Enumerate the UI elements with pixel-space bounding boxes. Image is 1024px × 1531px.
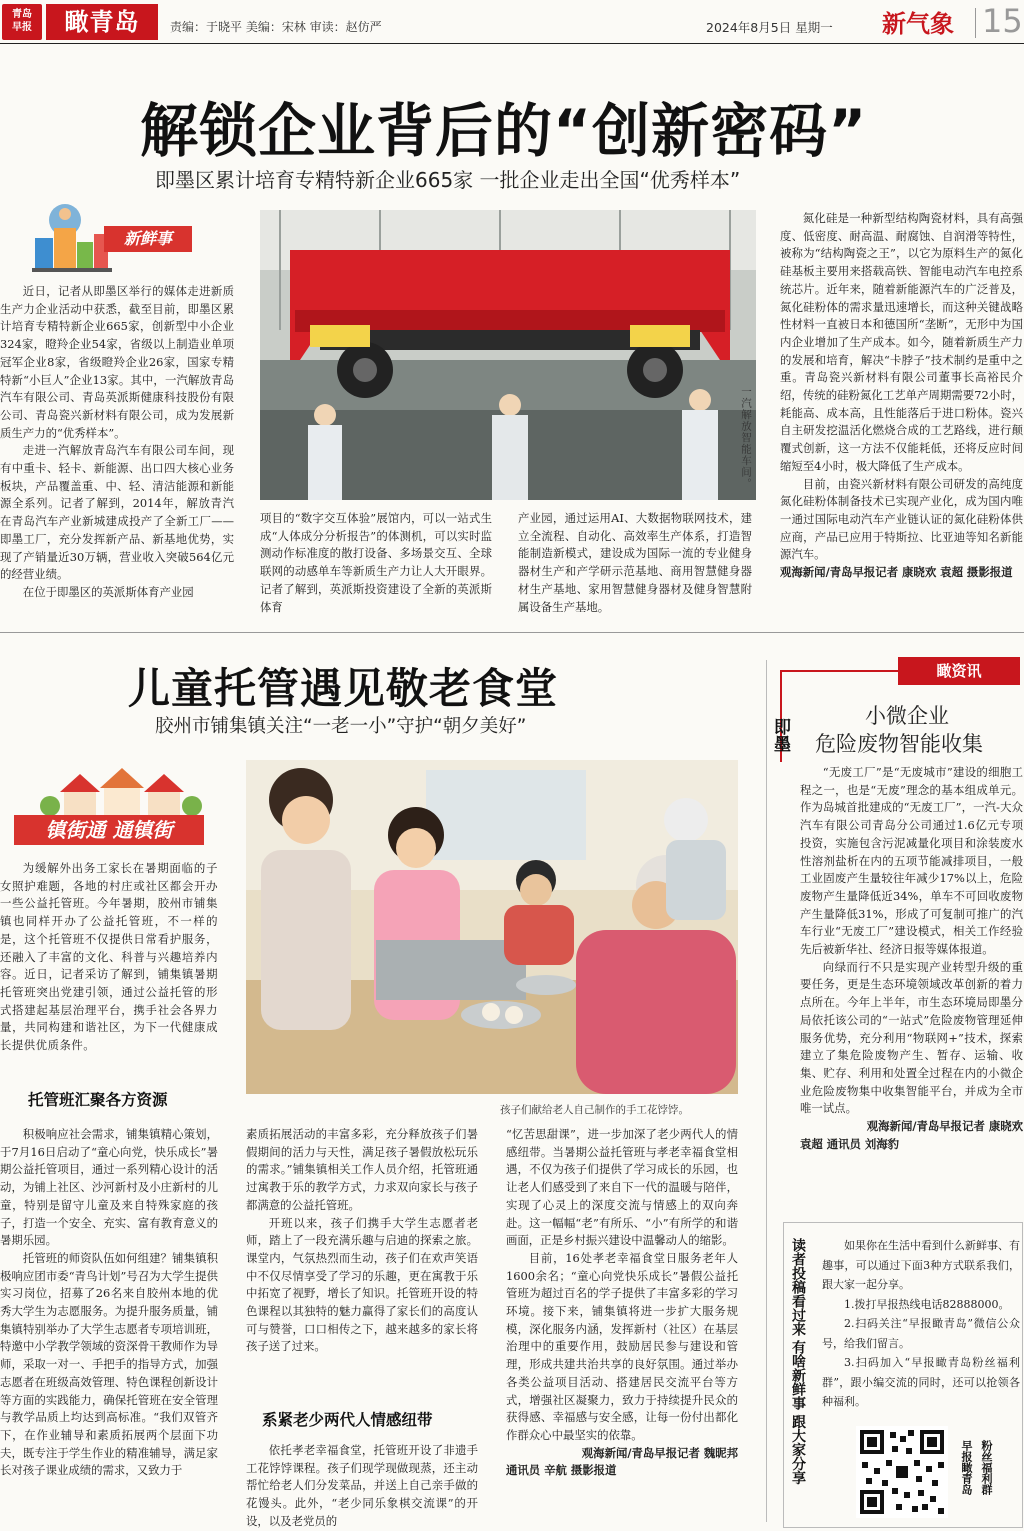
reader-box-label-a: 读者投稿看过来	[790, 1238, 806, 1336]
story2-intro: 为缓解外出务工家长在暑期面临的子女照护难题，各地的村庄或社区都会开办一些公益托管班。今年暑期，胶州市铺集镇也同样开办了公益托管班，不一样的是，这个托管班不仅提供日常看护服务，还融入了丰富的文化、科普与兴趣培养内容。近日，记者采访了解到，铺集镇暑期托管班突出党建引领，通过公益托管的形式搭建起基层治理平台，携手社会各界力量，共同构建和谐社区，为下一代健康成长提供优质条件。	[0, 861, 218, 1053]
story2-column-3: “忆苦思甜课”，进一步加深了老少两代人的情感纽带。当暑期公益托管班与孝老幸福食堂相遇，不仅为孩子们提供了学习成长的乐园，也让老人们感受到了来自下一代的温暖与陪伴，实现了心灵上的深度交流与情感上的双向奔赴。这一幅幅“老”有所乐、“小”有所学的和谐画面，正是乡村振兴建设中温馨动人的缩影。 目前，16处孝老幸福食堂日服务老年人1600余名；“童心向党快乐成长”暑假公益托管班为超过百名的学子提供了丰富多彩的学习环境。接下来，铺集镇将进一步扩大服务规模，深化服务内涵，发挥新村（社区）在基层治理中的重要作用，鼓励居民参与建设和管理，形成共建共治共享的良好氛围。通过举办各类公益项目活动、搭建居民交流平台等方式，增强社区凝聚力，致力于持续提升民众的获得感、幸福感与安全感，让每一份付出都化作群众心中最坚实的依靠。 观海新闻/青岛早报记者 魏昵邦 通讯员 辛航 摄影报道	[506, 1127, 738, 1478]
brief-body: “无废工厂”是“无废城市”建设的细胞工程之一，也是“无废”理念的基本组成单元。作为岛城首批建成的“无废工厂”，一汽-大众汽车有限公司青岛分公司通过1.6亿元专项投资，实施包含污泥减量化项目和涂装废水性溶剂盐析在内的五项节能减排项目，一般工业固废产生量较往年减少17%以上，危险废物产生量降低近34%，单车不可回收废物产生量降低31%，形成了可复制可推广的汽车行业“无废工厂”建设模式，相关工作经验先后被新华社、经济日报等媒体报道。 向绿而行不只是实现产业转型升级的重要任务，更是生态环境领域改革创新的着力点所在。今年上半年，市生态环境局即墨分局依托该公司的“一站式”危险废物管理延伸服务优势，充分利用“物联网+”技术，探索建立了集危险废物产生、暂存、运输、收集、贮存、利用和处置全过程在内的小微企业危险废物集中收集智能平台，并成为全市唯一试点。 观海新闻/青岛早报记者 康晓欢 袁超 通讯员 刘海豹	[800, 765, 1023, 1151]
page-number-divider	[975, 8, 976, 38]
story2-subhead-1: 托管班汇聚各方资源	[28, 1091, 168, 1109]
brief-byline: 观海新闻/青岛早报记者 康晓欢	[866, 1119, 1023, 1134]
story1-headline: 解锁企业背后的“创新密码”	[140, 97, 868, 165]
story2-column-2: 素质拓展活动的丰富多彩，充分释放孩子们暑假期间的活力与天性，满足孩子暑假放松玩乐的需求。”铺集镇相关工作人员介绍，托管班通过寓教于乐的教学方式，力求双向家长与孩子都满意的公益托管班。 开班以来，孩子们携手大学生志愿者老师，踏上了一段充满乐趣与启迪的探索之旅。课堂内，气氛热烈而生动，孩子们在欢声笑语中不仅尽情享受了学习的乐趣，更在寓教于乐中拓宽了视野，增长了知识。托管班开设的特色课程以其独特的魅力赢得了家长们的高度认可与赞誉，口口相传之下，越来越多的家长将孩子送了过来。	[246, 1127, 478, 1354]
town-tag-illustration	[20, 762, 220, 822]
qr-code-graphic	[856, 1426, 948, 1518]
reader-fan-group: 3.扫码加入“早报瞰青岛粉丝福利群”，跟小编交流的同时，还可以抢领各种福利。	[822, 1356, 1020, 1408]
right-column-divider	[766, 660, 767, 1522]
story2-tag: 镇街通 通镇街	[14, 815, 204, 845]
story1-column-2: 项目的“数字交互体验”展馆内，可以一站式生成“人体成分分析报告”的体测机，可以实时监测动作标准度的散打设备、多场景交互、全球联网的动感单车等新质生产力让人大开眼界。记者了解到，英派斯投资建设了全新的英派斯体育	[260, 511, 492, 614]
story1-column-4: 氮化硅是一种新型结构陶瓷材料，具有高强度、低密度、耐高温、耐腐蚀、自润滑等特性，被称为“结构陶瓷之王”，以它为原料生产的氮化硅基板主要用来搭载高铁、智能电动汽车电控系统芯片。近年来，随着新能源汽车的广泛普及，氮化硅粉体的需求量迅速增长，而这种关键战略性材料一直被日本和德国所“垄断”，无形中为国内企业增加了生产成本。如今，随着新质生产力的发展和培育，解决“卡脖子”技术制约是重中之重。青岛瓷兴新材料有限公司董事长高裕民介绍，传统的硅粉氮化工艺单产周期需要72小时，耗能高、成本高，且性能落后于进口粉体。瓷兴自主研发挖温活化燃烧合成的工艺路线，进行颠覆式创新，这一方法不仅能耗低，还将反应时间缩短至4小时，极大降低了生产成本。 目前，由瓷兴新材料有限公司研发的高纯度氮化硅粉体制备技术已实现产业化，成为国内唯一通过国际电动汽车产业链认证的氮化硅粉体供应商，产品已应用于特斯拉、比亚迪等知名新能源汽车。 观海新闻/青岛早报记者 康晓欢 袁超 摄影报道	[780, 211, 1023, 580]
truck-chassis-image	[260, 210, 756, 500]
story2-subheadline: 胶州市铺集镇关注“一老一小”守护“朝夕美好”	[155, 716, 527, 737]
reader-wechat: 2.扫码关注“早报瞰青岛”微信公众号，给我们留言。	[822, 1317, 1020, 1350]
story2-photo-caption: 孩子们献给老人自己制作的手工花饽饽。	[500, 1104, 689, 1116]
story2-subhead-2: 系紧老少两代人情感纽带	[262, 1411, 433, 1429]
reader-box-text: 如果你在生活中看到什么新鲜事、有趣事，可以通过下面3种方式联系我们，跟大家一起分享。 1.拨打早报热线电话82888000。 2.扫码关注“早报瞰青岛”微信公众号，给我们留言。 3.扫码加入“早报瞰青岛粉丝福利群”，跟小编交流的同时，还可以抢领各种福利。	[822, 1236, 1020, 1414]
qr-code-icon[interactable]	[856, 1426, 948, 1518]
brief-tag: 瞰资讯	[898, 657, 1020, 685]
story2-column-1: 积极响应社会需求，铺集镇精心策划，于7月16日启动了“童心向党，快乐成长”暑期公益托管项目，通过一系列精心设计的活动，为铺上社区、沙河新村及小庄新村的儿童，特别是留守儿童及来自特殊家庭的孩子，打造一个安全、充实、富有教育意义的暑期乐园。 托管班的师资队伍如何组建？铺集镇积极响应团市委“青鸟计划”号召为大学生提供实习岗位，招募了26名来自胶州本地的优秀大学生为志愿服务。为提升服务质量，铺集镇特别举办了大学生志愿者专项培训班，特邀中小学教学领域的资深骨干教师作为导师，采取一对一、手把手的指导方式，加强志愿者在班级高效管理、特色课程创新设计等方面的实践能力，确保托管班在安全管理与教学品质上均达到高标准。“我们双管齐下，在作业辅导和素质拓展两个层面下功夫，既专注于学生作业的精准辅导，满足家长对孩子课业成绩的需求，又致力于	[0, 1127, 218, 1478]
qr-label-b: 粉丝福利群	[980, 1440, 993, 1495]
factory-photo	[260, 210, 756, 500]
story2-headline: 儿童托管遇见敬老食堂	[128, 664, 559, 713]
brief-title-line-2: 危险废物智能收集	[815, 732, 983, 756]
story1-photo-caption: 一汽解放智能车间。	[740, 386, 752, 490]
children-serving-elders-image	[246, 760, 738, 1094]
page-number: 15	[982, 2, 1023, 40]
section-tag: 瞰青岛	[46, 4, 158, 40]
reader-box-label-b: 有啥新鲜事 跟大家分享	[790, 1340, 806, 1485]
houses-icon	[20, 762, 220, 822]
qr-label-a: 早报瞰青岛	[960, 1440, 973, 1495]
brief-title-line-1: 小微企业	[865, 704, 949, 728]
story1-tag: 新鲜事	[104, 226, 192, 252]
story1-byline: 观海新闻/	[780, 565, 830, 580]
story-divider	[0, 632, 1024, 633]
section-name: 新气象	[882, 10, 954, 38]
editor-credits: 责编：于晓平 美编：宋林 审读：赵仿严	[170, 20, 382, 34]
story1-subheadline: 即墨区累计培育专精特新企业665家 一批企业走出全国“优秀样本”	[155, 168, 741, 192]
story1-column-3: 产业园，通过运用AI、大数据物联网技术，建立全流程、自动化、高效率生产体系，打造智能制造新模式，建设成为国际一流的专业健身器材生产和产学研示范基地、商用智慧健身器材生产基地、家用智慧健身器材及健身智慧附属设备生产基地。	[518, 511, 752, 614]
newspaper-logo: 青岛 早报	[2, 4, 42, 40]
brief-location-label: 即墨	[770, 718, 790, 752]
masthead	[0, 0, 1024, 44]
canteen-photo	[246, 760, 738, 1094]
reader-hotline: 1.拨打早报热线电话82888000。	[844, 1297, 1010, 1311]
brief-frame-line	[780, 670, 900, 672]
story2-column-2b: 依托孝老幸福食堂，托管班开设了非遗手工花饽饽课程。孩子们现学现做现蒸，还主动帮忙给老人们分发菜品，并送上自己亲手做的花馒头。此外，“老少同乐象棋交流课”的开设，以及老党员的	[246, 1443, 478, 1528]
publication-date: 2024年8月5日 星期一	[706, 20, 833, 35]
story1-column-1: 近日，记者从即墨区举行的媒体走进新质生产力企业活动中获悉，截至目前，即墨区累计培育专精特新企业665家，创新型中小企业324家，瞪羚企业54家，省级以上制造业单项冠军企业8家，省级瞪羚企业26家，国家专精特新“小巨人”企业13家。其中，一汽解放青岛汽车有限公司、青岛英派斯健康科技股份有限公司、青岛瓷兴新材料有限公司，成为发展新质生产力的“优秀样本”。 走进一汽解放青岛汽车有限公司车间，现有中重卡、轻卡、新能源、出口四大核心业务板块，产品覆盖重、中、轻、清洁能源和新能源全系列。记者了解到，2014年，解放青汽在青岛汽车产业新城建成投产了全新工厂——即墨工厂，充分发挥新产品、新基地优势，实现了产销量近30万辆，营业收入突破564亿元的经营业绩。 在位于即墨区的英派斯体育产业园	[0, 284, 234, 599]
story2-byline: 观海新闻/	[581, 1445, 632, 1460]
